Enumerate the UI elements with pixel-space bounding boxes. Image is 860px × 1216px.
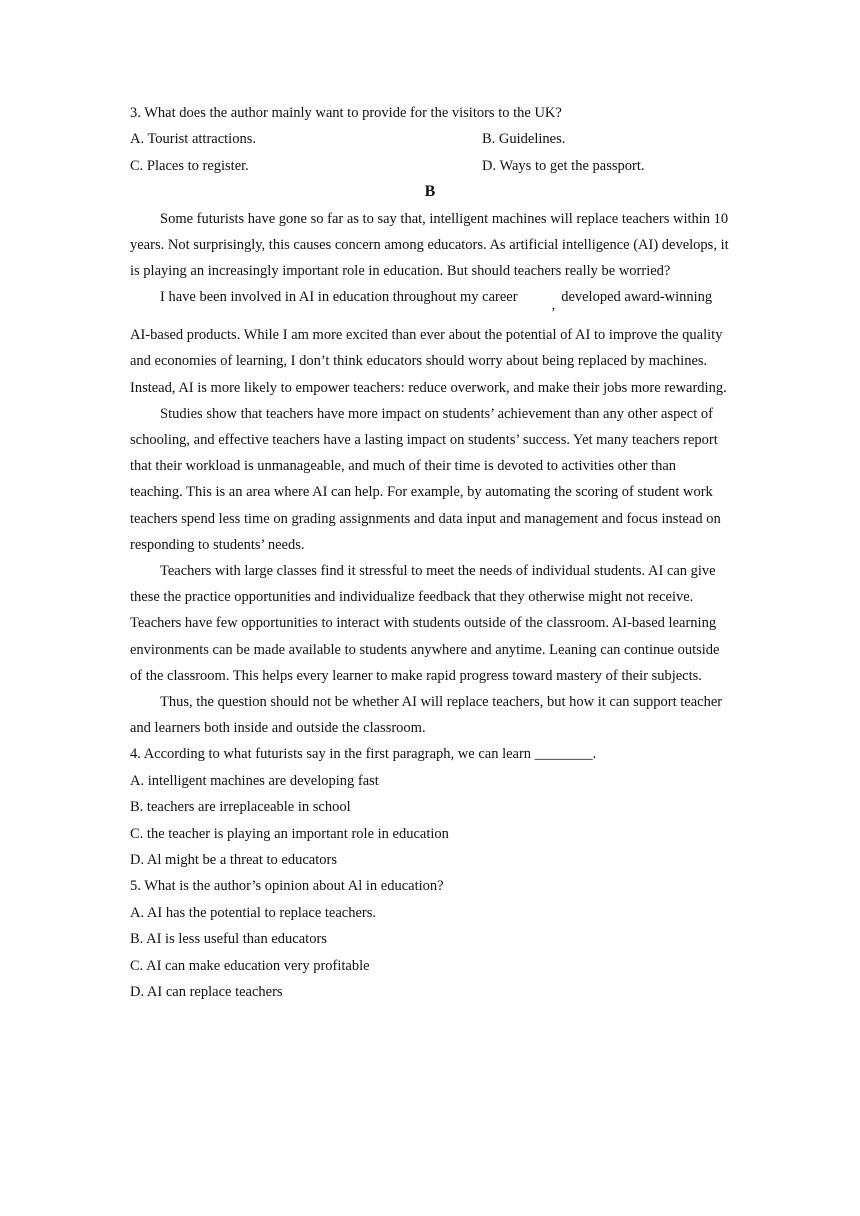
question-5-option-b: B. AI is less useful than educators bbox=[130, 931, 327, 948]
paragraph-2-first-text: I have been involved in AI in education throughout my career bbox=[160, 289, 518, 306]
question-3-options-row-1 bbox=[130, 126, 730, 152]
paragraph-5-text: Thus, the question should not be whether AI will replace teachers, but how it can support teacher and learners both inside and outside the classroom. bbox=[130, 694, 723, 737]
passage-paragraph-5 bbox=[130, 689, 730, 741]
question-4-option-b: B. teachers are irreplaceable in school bbox=[130, 799, 351, 816]
paragraph-2-comma: , bbox=[551, 297, 556, 314]
question-4-option-c: C. the teacher is playing an important role in education bbox=[130, 825, 449, 842]
question-4-option-a: A. intelligent machines are developing fast bbox=[130, 772, 379, 789]
question-4-text: 4. According to what futurists say in the first paragraph, we can learn ________. bbox=[130, 746, 597, 763]
paragraph-3-text: Studies show that teachers have more impact on students’ achievement than any other aspect of schooling, and effective teachers have a lasting impact on students’ success. Yet many teachers report that their workload is unmanageable, and much of their time is devoted to activities other than teaching. This is an area where AI can help. For example, by automating the scoring of student work teachers spend less time on grading assignments and data input and management and focus instead on responding to students’ needs. bbox=[130, 405, 721, 553]
document-page bbox=[130, 100, 730, 1005]
passage-paragraph-2 bbox=[130, 284, 730, 401]
question-4-option-d: D. Al might be a threat to educators bbox=[130, 851, 337, 868]
paragraph-4-text: Teachers with large classes find it stressful to meet the needs of individual students. AI can give these the practice opportunities and individualize feedback that they otherwise might not receive. Teachers have few opportunities to interact with students outside of the classroom. AI-based learning environments can be made available to students anywhere and anytime. Leaning can continue outside of the classroom. This helps every learner to make rapid progress toward mastery of their subjects. bbox=[130, 563, 720, 684]
paragraph-2-rest: AI-based products. While I am more excited than ever about the potential of AI to improve the quality and economies of learning, I don’t think educators should worry about being replaced by machines. Instead, AI is more likely to empower teachers: reduce overwork, and make their jobs more rewarding. bbox=[130, 327, 727, 396]
question-5-option-c: C. AI can make education very profitable bbox=[130, 957, 370, 974]
question-5-option-a: A. AI has the potential to replace teachers. bbox=[130, 904, 376, 921]
question-3-options-row-2 bbox=[130, 153, 730, 179]
question-3-text: 3. What does the author mainly want to provide for the visitors to the UK? bbox=[130, 105, 562, 121]
passage-paragraph-4 bbox=[130, 558, 730, 689]
question-3-option-d: D. Ways to get the passport. bbox=[482, 157, 645, 174]
question-3-option-a: A. Tourist attractions. bbox=[130, 131, 256, 148]
question-3-option-b: B. Guidelines. bbox=[482, 131, 566, 148]
question-5-text: 5. What is the author’s opinion about Al in education? bbox=[130, 878, 444, 895]
paragraph-1-text: Some futurists have gone so far as to say that, intelligent machines will replace teachers within 10 years. Not surprisingly, this causes concern among educators. As artificial intelligence (AI) develops, it is playing an increasingly important role in education. But should teachers really be worried? bbox=[130, 210, 729, 279]
passage-paragraph-3 bbox=[130, 401, 730, 558]
question-3-option-c: C. Places to register. bbox=[130, 157, 249, 174]
passage-paragraph-1 bbox=[130, 206, 730, 285]
paragraph-2-first-line bbox=[130, 284, 730, 322]
paragraph-2-first-tail: developed award-winning bbox=[561, 289, 713, 306]
question-5-option-d: D. AI can replace teachers bbox=[130, 983, 283, 1000]
section-title: B bbox=[424, 183, 436, 201]
